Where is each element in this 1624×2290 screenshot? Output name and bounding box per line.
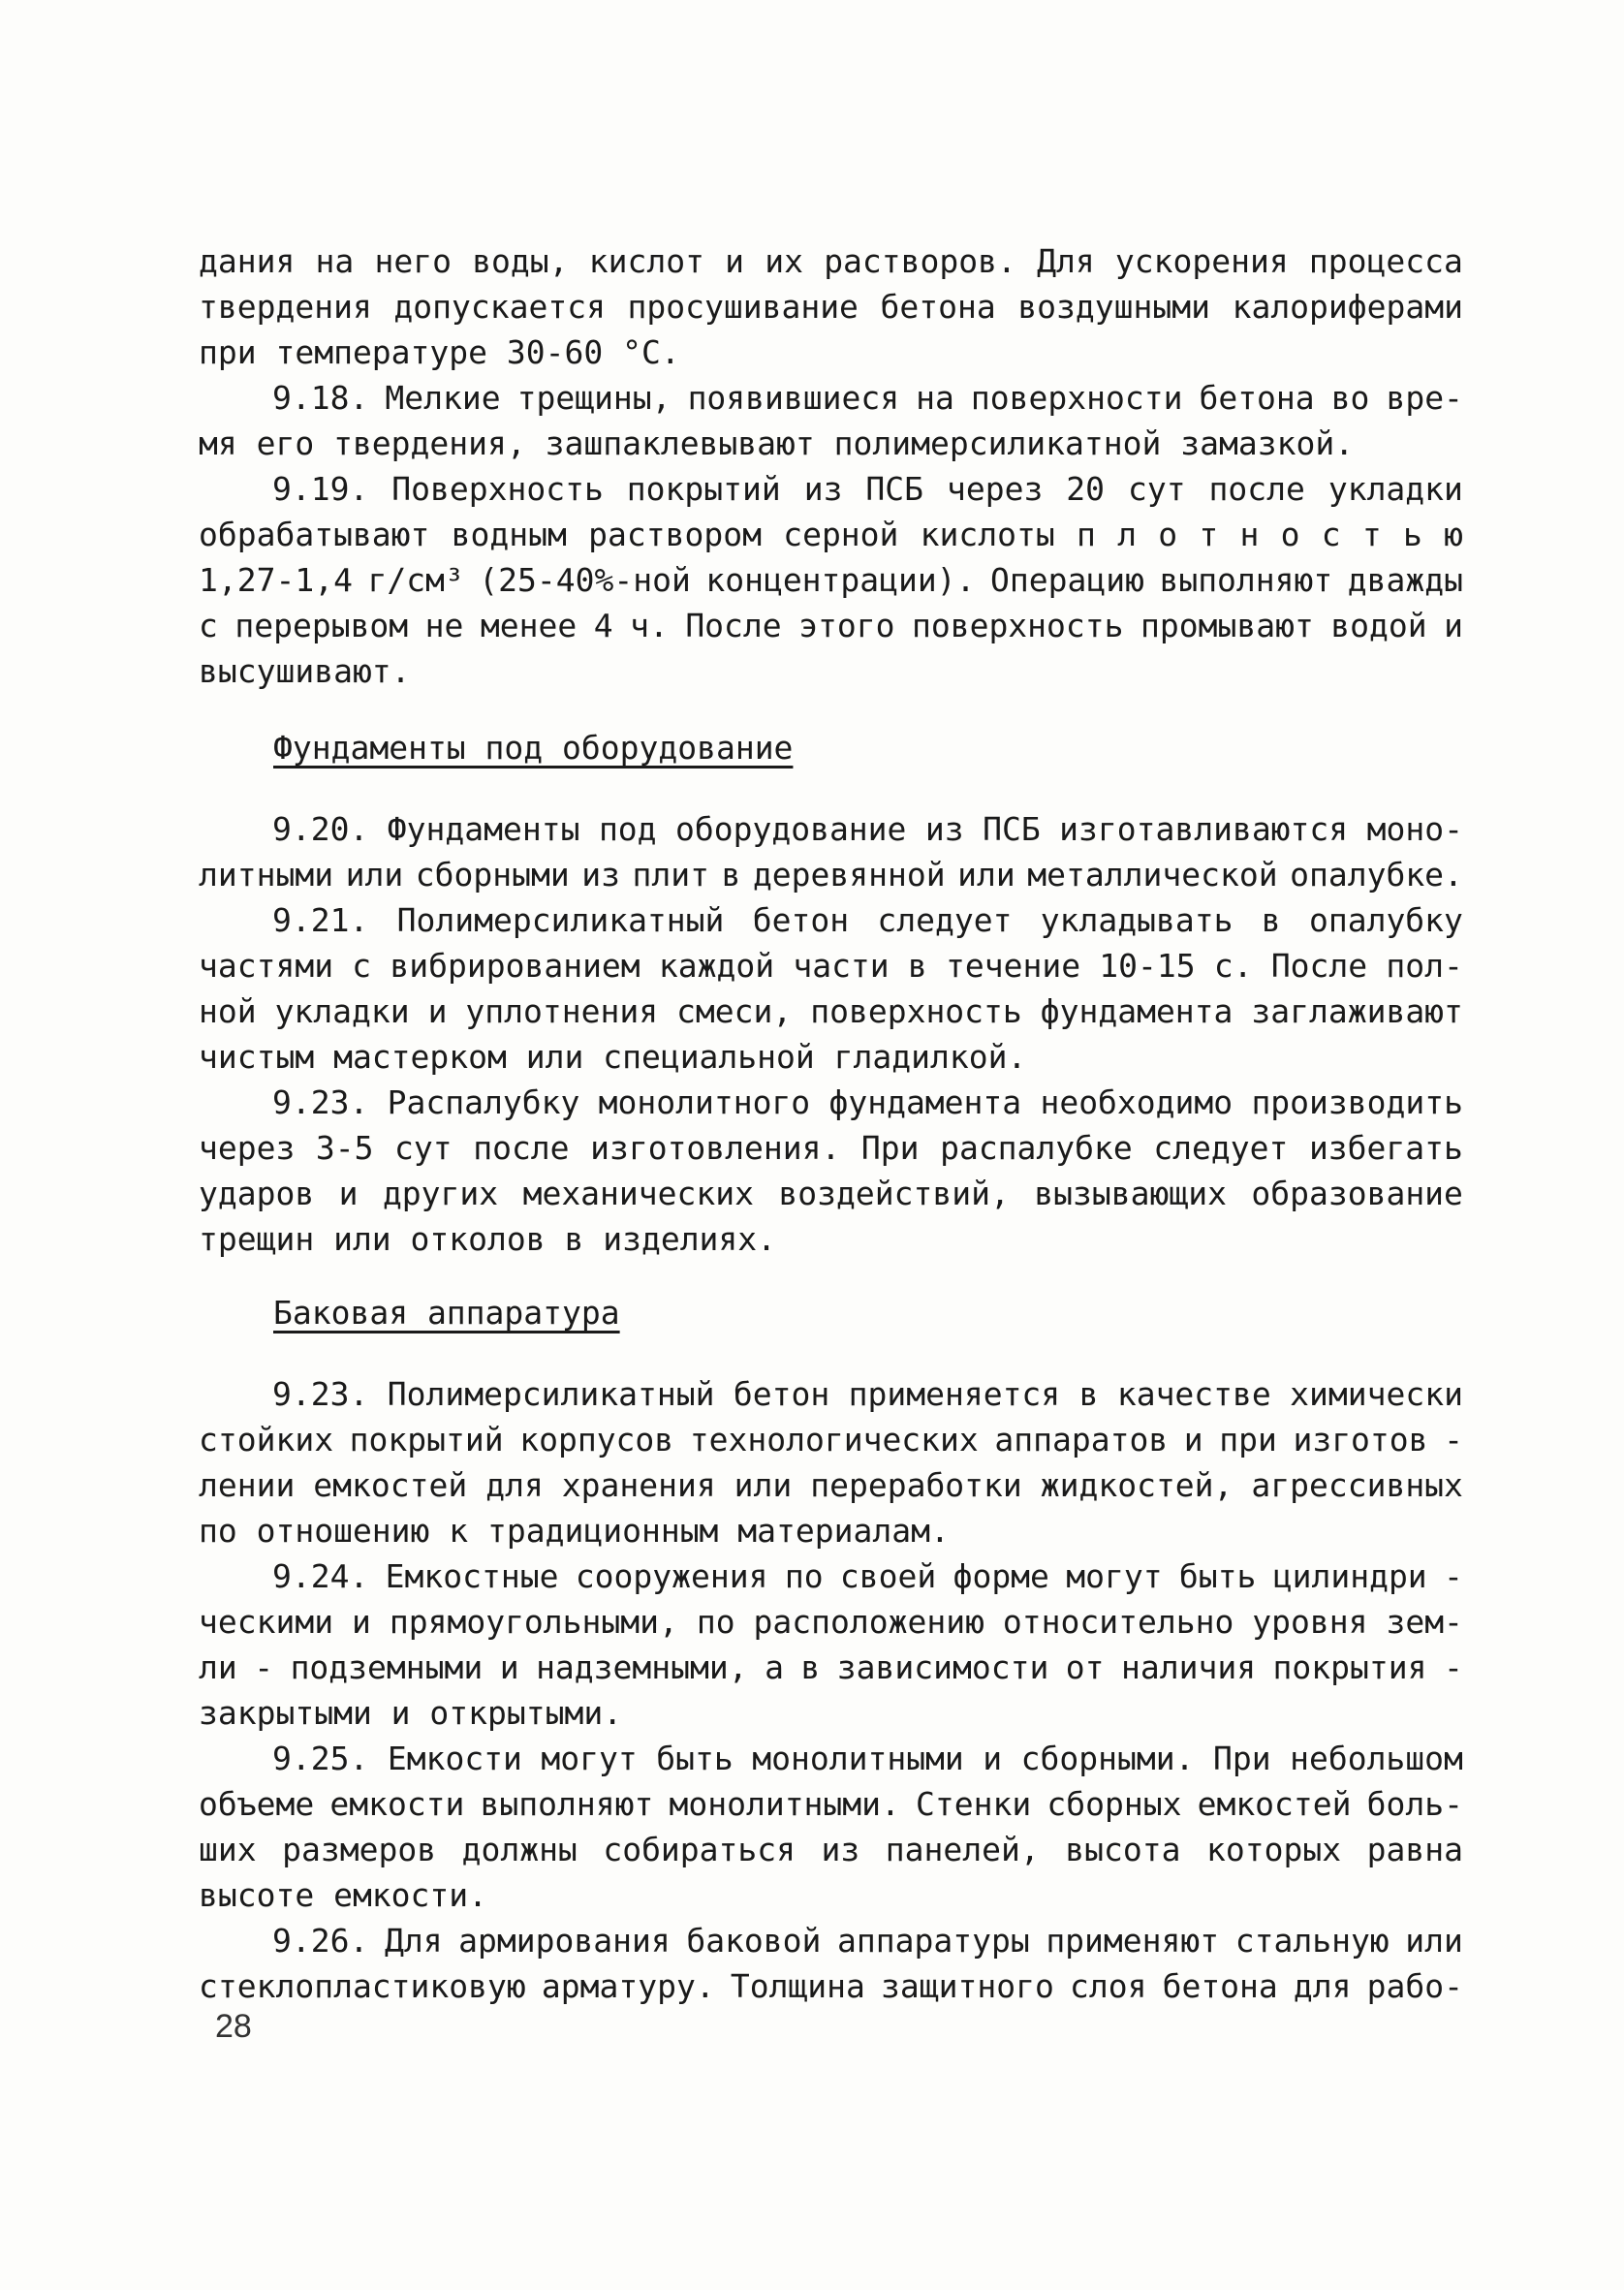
word: из [581,856,620,894]
word: литными [199,856,334,894]
text-line: по отношению к традиционным материалам. [199,1512,950,1550]
paragraph-continuation [199,238,1463,375]
word: на [315,242,355,280]
word: концентрации). [705,561,976,599]
word: которых [1206,1831,1342,1868]
text-line [199,1827,1463,1872]
word: 9.24. [272,1557,369,1595]
word: 9.26. [272,1922,369,1960]
word: емкостей [313,1466,468,1504]
text-line [199,1080,1463,1125]
text-line [199,943,1463,988]
word: и [725,242,745,280]
word: п [1077,516,1096,553]
word: 9.23. [272,1083,369,1121]
word: 9.20. [272,810,369,848]
word: с [352,947,372,985]
word: г/см³ [367,561,464,599]
word: укладки [274,992,410,1030]
word: о [1158,516,1178,553]
word: поверхности [970,379,1183,417]
word: должны [461,1831,578,1868]
word: покрытий [349,1421,504,1459]
word: размеров [282,1831,437,1868]
word: армирования [458,1922,671,1960]
word: бетон [752,901,850,939]
word: механических [522,1175,754,1212]
word: появившиеся [687,379,900,417]
section-heading-tank-apparatus: Баковая аппаратура [273,1294,620,1332]
word: в [907,947,927,985]
page-number: 28 [215,2008,252,2045]
word: жидкостей, [1040,1466,1234,1504]
text-line [199,1963,1463,2009]
word: покрытия [1272,1648,1427,1686]
paragraph-9-25 [199,1736,1463,1918]
word: ной [199,992,257,1030]
word: 4 [593,607,613,644]
word: Толщина [730,1967,865,2005]
word: опалубке. [1290,856,1463,894]
word: по [784,1557,824,1595]
word: с [1321,516,1341,553]
text-line: трещин или отколов в изделиях. [199,1220,777,1258]
word: зем- [1386,1603,1463,1641]
word: Мелкие [385,379,501,417]
text-line [199,1462,1463,1508]
word: При [860,1129,920,1167]
word: 9.23. [272,1375,369,1413]
word: изготов [1293,1421,1428,1459]
text-line [199,1417,1463,1462]
word: ших [199,1831,257,1868]
word: промывают [1140,607,1314,644]
word: Емкости [387,1740,522,1777]
word: хранения [561,1466,716,1504]
word: своей [839,1557,937,1595]
word: него [374,242,452,280]
word: сборными [415,856,570,894]
word: монолитными [752,1740,964,1777]
word: укладки [1327,470,1463,508]
word: для [1293,1967,1352,2005]
word: и [352,1603,371,1641]
word: с. [1213,947,1253,985]
word: в [800,1648,821,1686]
word: бетон [733,1375,830,1413]
word: части [793,947,890,985]
word: вызывающих [1034,1175,1227,1212]
word: сооружения [575,1557,768,1595]
word: (25-40%-ной [479,561,691,599]
text-line: чистым мастерком или специальной гладилкой. [199,1038,1027,1076]
word: После [685,607,782,644]
word: твердения [199,288,372,326]
word: Для [1037,242,1095,280]
word: ч. [630,607,669,644]
word: пол- [1386,947,1463,985]
word: и [338,1175,359,1212]
word: аппаратов [994,1421,1169,1459]
word: т [1199,516,1219,553]
word: ПСБ [983,810,1041,848]
word: распалубке [940,1129,1133,1167]
text-line: закрытыми и открытыми. [199,1694,623,1732]
word: прямоугольными, [389,1603,678,1641]
word: цилиндри [1272,1557,1427,1595]
word: выполняют [480,1785,654,1823]
word: во [1330,379,1370,417]
word: сборными. [1020,1740,1195,1777]
word: укладывать [1040,901,1234,939]
word: через [199,1129,296,1167]
word: о [1280,516,1300,553]
word: металлической [1027,856,1278,894]
word: корпусов [519,1421,674,1459]
word: из [821,1831,860,1868]
word: после [1208,470,1305,508]
paragraph-9-26 [199,1918,1463,2009]
word: могут [1066,1557,1163,1595]
word: плит [632,856,709,894]
text-line [199,1918,1463,1963]
word: выполняют [1159,561,1333,599]
word: следует [877,901,1013,939]
text-line [199,284,1463,329]
word: боль- [1366,1785,1463,1823]
word: применяется [848,1375,1061,1413]
word: в [721,856,741,894]
text-line: высоте емкости. [199,1876,488,1914]
word: баковой [686,1922,822,1960]
word: их [765,242,803,280]
word: Для [384,1922,443,1960]
text-line [199,466,1463,512]
word: - [254,1648,274,1686]
word: по [696,1603,735,1641]
word: ударов [199,1175,315,1212]
text-line [199,1781,1463,1827]
word: агрессивных [1251,1466,1463,1504]
word: быть [1178,1557,1257,1595]
word: или [1405,1922,1463,1960]
word: - [1443,1648,1463,1686]
word: водным [451,516,567,553]
word: аппаратуры [837,1922,1030,1960]
word: поверхность [810,992,1022,1030]
text-line: высушивают. [199,652,411,690]
word: других [382,1175,499,1212]
word: 20 [1066,470,1106,508]
word: стальную [1234,1922,1390,1960]
text-line [199,988,1463,1034]
word: течение [945,947,1081,985]
word: следует [1153,1129,1289,1167]
text-line [199,1125,1463,1171]
word: бетона [880,288,996,326]
word: расположению [753,1603,984,1641]
word: или [957,856,1015,894]
text-line [199,1599,1463,1645]
section-heading-foundations: Фундаменты под оборудование [273,729,794,767]
word: калориферами [1232,288,1463,326]
word: Емкостные [385,1557,559,1595]
word: рабо- [1366,1967,1463,2005]
word: собираться [603,1831,796,1868]
word: После [1270,947,1368,985]
word: деревянной [752,856,946,894]
word: или [345,856,404,894]
text-line [199,375,1463,421]
word: заглаживают [1251,992,1463,1030]
word: ь [1403,516,1422,553]
word: оборудование [675,810,907,848]
word: вре- [1386,379,1463,417]
word: водой [1330,607,1427,644]
word: 9.19. [272,470,369,508]
word: равна [1366,1831,1463,1868]
word: 9.25. [272,1740,369,1777]
word: Поверхность [391,470,604,508]
word: ю [1444,516,1463,553]
word: смеси, [676,992,793,1030]
word: 3-5 [315,1129,374,1167]
word: т [1361,516,1382,553]
word: сут [1127,470,1186,508]
word: качестве [1116,1375,1271,1413]
word: и [499,1648,519,1686]
paragraph-9-23-formwork [199,1080,1463,1262]
word: покрытий [626,470,781,508]
word: При [1212,1740,1271,1777]
word: защитного [881,1967,1054,2005]
word: менее [480,607,578,644]
word: переработки [810,1466,1022,1504]
word: поверхность [911,607,1124,644]
word: подземными [290,1648,484,1686]
word: 1,27-1,4 [199,561,353,599]
word: - [1444,1557,1463,1595]
paragraph-9-24 [199,1553,1463,1736]
word: стеклопластиковую [199,1967,526,2005]
word: фундамента [828,1083,1022,1121]
word: сборных [1046,1785,1182,1823]
word: от [1065,1648,1105,1686]
word: моно- [1366,810,1463,848]
word: ПСБ [865,470,924,508]
word: серной [783,516,899,553]
word: этого [798,607,895,644]
word: применяют [1046,1922,1220,1960]
text-line [199,512,1463,557]
word: и [1183,1421,1203,1459]
word: опалубку [1308,901,1463,939]
word: из [924,810,964,848]
word: фундамента [1040,992,1234,1030]
word: - [1444,1421,1463,1459]
word: емкостей [1197,1785,1352,1823]
text-line [199,1371,1463,1417]
word: с [199,607,218,644]
word: дания [199,242,296,280]
text-line [199,1553,1463,1599]
text-line: при температуре 30-60 °С. [199,333,680,371]
word: слоя [1069,1967,1147,2005]
paragraph-9-18 [199,375,1463,466]
word: кислоты [920,516,1055,553]
word: зависимости [836,1648,1049,1686]
text-line [199,1645,1463,1690]
word: форме [953,1557,1049,1595]
word: уровня [1252,1603,1368,1641]
word: сут [394,1129,453,1167]
word: или [734,1466,793,1504]
word: Операцию [990,561,1144,599]
paragraph-9-20 [199,806,1463,897]
word: образование [1251,1175,1463,1212]
word: Распалубку [387,1083,580,1121]
word: обрабатывают [199,516,430,553]
word: бетона [1199,379,1315,417]
word: процесса [1308,242,1463,280]
text-line [199,806,1463,852]
text-line [199,557,1463,603]
word: воздушными [1017,288,1210,326]
word: быть [656,1740,734,1777]
word: ускорения [1114,242,1289,280]
word: бетона [1162,1967,1278,2005]
word: для [485,1466,544,1504]
word: химически [1290,1375,1463,1413]
word: ческими [199,1603,334,1641]
word: стойких [199,1421,334,1459]
text-line [199,897,1463,943]
word: необходимо [1040,1083,1234,1121]
word: производить [1251,1083,1463,1121]
word: н [1239,516,1260,553]
word: из [803,470,843,508]
word: а [765,1648,784,1686]
word: раствором [588,516,762,553]
word: уплотнения [465,992,659,1030]
word: на [916,379,954,417]
word: относительно [1002,1603,1234,1641]
word: трещины, [516,379,671,417]
word: небольшом [1290,1740,1463,1777]
text-line [199,1171,1463,1216]
word: 9.21. [272,901,369,939]
word: технологических [689,1421,979,1459]
word: не [424,607,464,644]
word: объеме [199,1785,315,1823]
word: через [946,470,1044,508]
word: в [1261,901,1281,939]
word: кислот [588,242,704,280]
word: под [598,810,657,848]
paragraph-9-19 [199,466,1463,694]
word: вибрированием [390,947,640,985]
word: растворов. [824,242,1016,280]
word: перерывом [234,607,409,644]
word: каждой [658,947,775,985]
word: емкости [329,1785,465,1823]
word: лении [199,1466,296,1504]
word: и [1444,607,1463,644]
word: в [1078,1375,1099,1413]
text-line [199,603,1463,648]
word: высота [1065,1831,1181,1868]
word: могут [541,1740,638,1777]
paragraph-9-23-tanks [199,1371,1463,1553]
word: Полимерсиликатный [396,901,725,939]
word: воздействий, [778,1175,1010,1212]
word: после [473,1129,570,1167]
word: частями [199,947,334,985]
word: монолитного [598,1083,811,1121]
word: ли [199,1648,237,1686]
word: 9.18. [272,379,369,417]
word: надземными, [536,1648,748,1686]
word: Полимерсиликатный [387,1375,715,1413]
word: арматуру. [541,1967,715,2005]
word: и [427,992,448,1030]
word: допускается [393,288,606,326]
word: л [1117,516,1137,553]
word: Стенки [916,1785,1032,1823]
text-line [199,852,1463,897]
text-line: мя его твердения, зашпаклевывают полимерсиликатной замазкой. [199,424,1355,462]
word: 10-15 [1099,947,1196,985]
word: изготовления. [590,1129,841,1167]
word: панелей, [885,1831,1040,1868]
paragraph-9-21 [199,897,1463,1080]
word: и [983,1740,1003,1777]
word: избегать [1308,1129,1463,1167]
word: дважды [1347,561,1463,599]
word: изготавливаются [1059,810,1349,848]
word: при [1219,1421,1277,1459]
word: монолитными. [669,1785,900,1823]
word: воды, [472,242,569,280]
word: наличия [1121,1648,1257,1686]
word: Фундаменты [387,810,580,848]
text-line [199,238,1463,284]
text-line [199,1736,1463,1781]
word: просушивание [627,288,859,326]
